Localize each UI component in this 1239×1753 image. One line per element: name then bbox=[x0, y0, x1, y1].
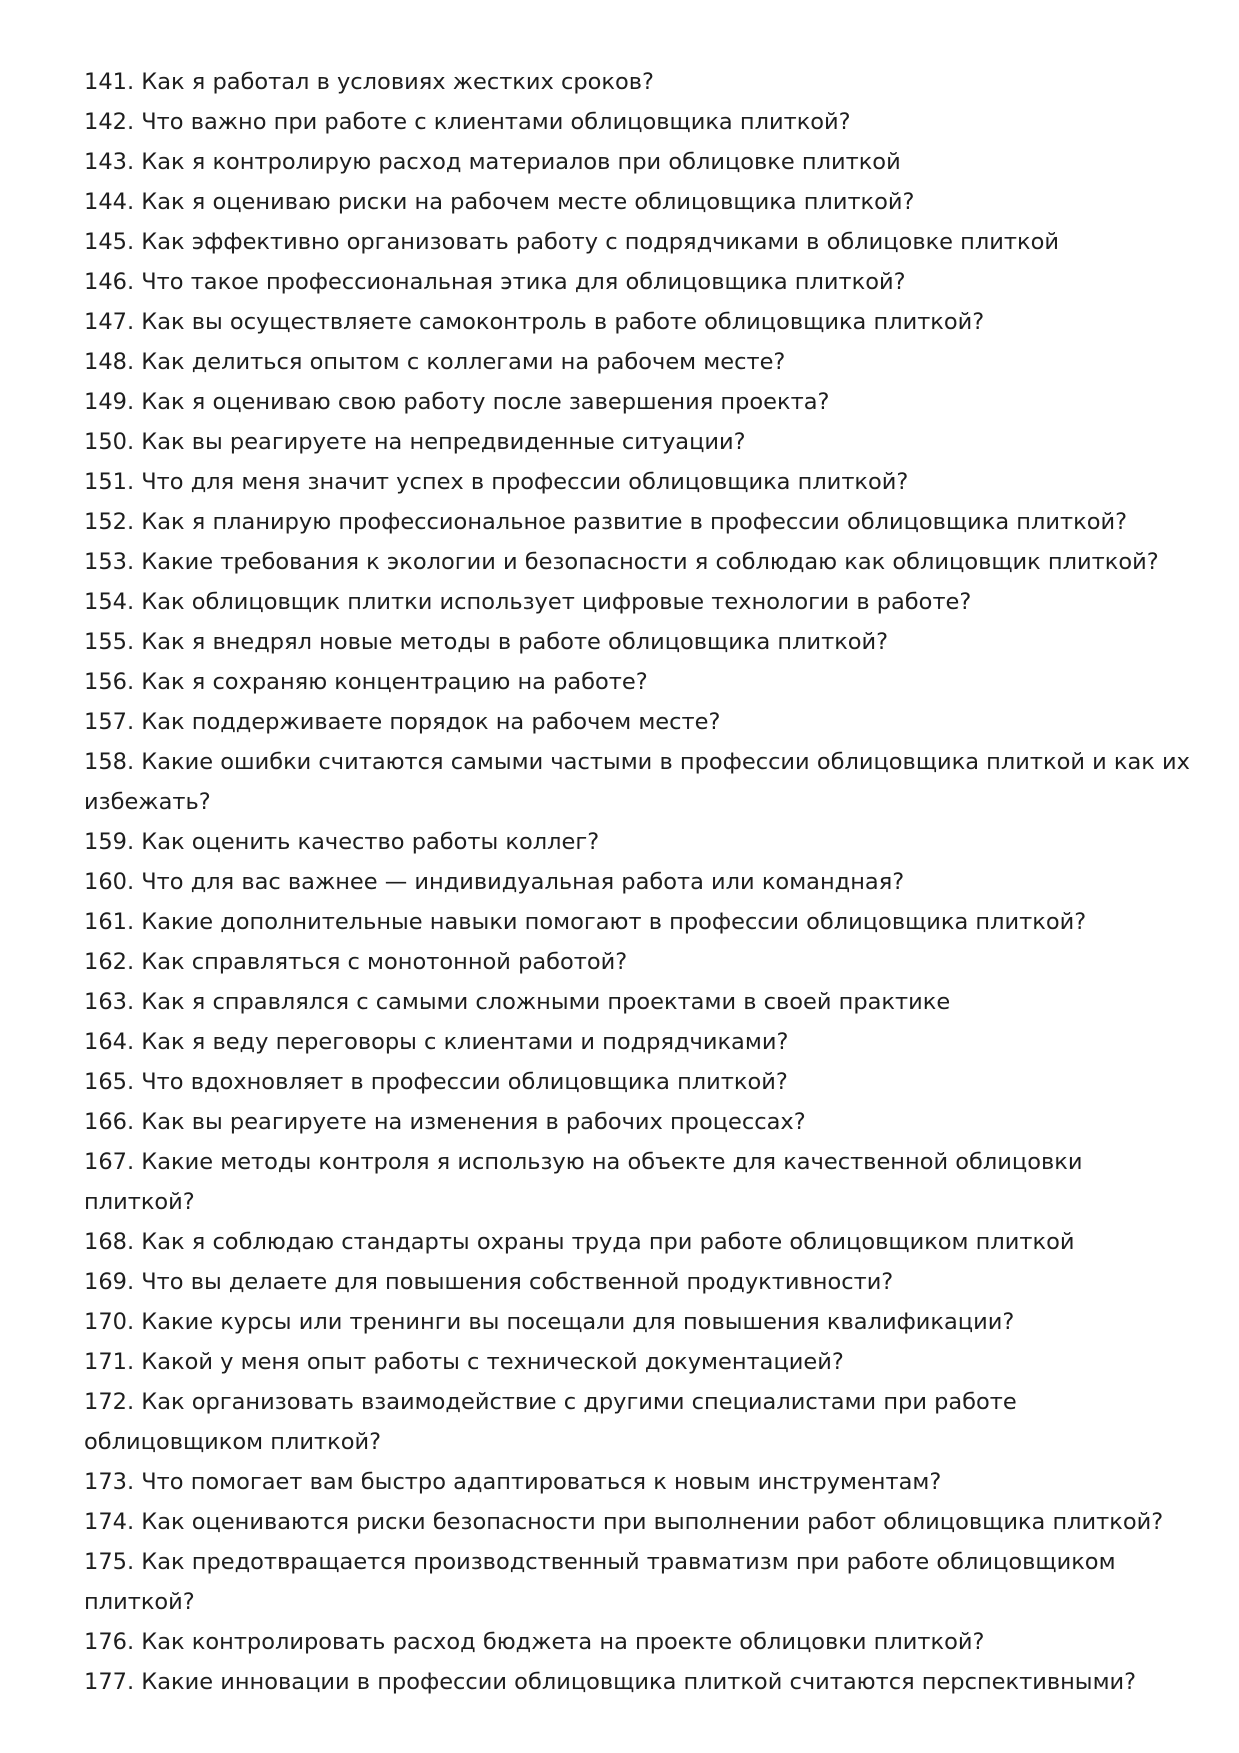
question-item: 153. Какие требования к экологии и безопасности я соблюдаю как облицовщик плиткой? bbox=[84, 549, 1159, 575]
question-item: 150. Как вы реагируете на непредвиденные ситуации? bbox=[84, 429, 746, 455]
question-item: 170. Какие курсы или тренинги вы посещали для повышения квалификации? bbox=[84, 1309, 1015, 1335]
question-list bbox=[84, 62, 1194, 1702]
question-item: 171. Какой у меня опыт работы с технической документацией? bbox=[84, 1349, 844, 1375]
question-item: 172. Как организовать взаимодействие с другими специалистами при работе облицовщиком плиткой? bbox=[84, 1389, 1017, 1455]
question-item: 147. Как вы осуществляете самоконтроль в работе облицовщика плиткой? bbox=[84, 309, 985, 335]
question-item: 164. Как я веду переговоры с клиентами и подрядчиками? bbox=[84, 1029, 789, 1055]
question-item: 142. Что важно при работе с клиентами облицовщика плиткой? bbox=[84, 109, 851, 135]
question-item: 163. Как я справлялся с самыми сложными проектами в своей практике bbox=[84, 989, 951, 1015]
question-item: 149. Как я оцениваю свою работу после завершения проекта? bbox=[84, 389, 830, 415]
question-item: 158. Какие ошибки считаются самыми частыми в профессии облицовщика плиткой и как их избежать? bbox=[84, 749, 1190, 815]
question-item: 169. Что вы делаете для повышения собственной продуктивности? bbox=[84, 1269, 894, 1295]
question-item: 143. Как я контролирую расход материалов при облицовке плиткой bbox=[84, 149, 901, 175]
question-item: 160. Что для вас важнее — индивидуальная работа или командная? bbox=[84, 869, 905, 895]
question-item: 167. Какие методы контроля я использую на объекте для качественной облицовки плиткой? bbox=[84, 1149, 1083, 1215]
question-item: 155. Как я внедрял новые методы в работе облицовщика плиткой? bbox=[84, 629, 889, 655]
question-item: 174. Как оцениваются риски безопасности при выполнении работ облицовщика плиткой? bbox=[84, 1509, 1164, 1535]
question-item: 146. Что такое профессиональная этика для облицовщика плиткой? bbox=[84, 269, 906, 295]
question-item: 166. Как вы реагируете на изменения в рабочих процессах? bbox=[84, 1109, 806, 1135]
question-item: 168. Как я соблюдаю стандарты охраны труда при работе облицовщиком плиткой bbox=[84, 1229, 1075, 1255]
question-item: 152. Как я планирую профессиональное развитие в профессии облицовщика плиткой? bbox=[84, 509, 1128, 535]
question-item: 175. Как предотвращается производственный травматизм при работе облицовщиком плиткой? bbox=[84, 1549, 1116, 1615]
question-item: 162. Как справляться с монотонной работой? bbox=[84, 949, 628, 975]
question-item: 156. Как я сохраняю концентрацию на работе? bbox=[84, 669, 648, 695]
question-item: 151. Что для меня значит успех в профессии облицовщика плиткой? bbox=[84, 469, 909, 495]
question-item: 154. Как облицовщик плитки использует цифровые технологии в работе? bbox=[84, 589, 972, 615]
question-item: 161. Какие дополнительные навыки помогают в профессии облицовщика плиткой? bbox=[84, 909, 1087, 935]
question-item: 145. Как эффективно организовать работу с подрядчиками в облицовке плиткой bbox=[84, 229, 1059, 255]
question-item: 144. Как я оцениваю риски на рабочем месте облицовщика плиткой? bbox=[84, 189, 915, 215]
question-item: 176. Как контролировать расход бюджета на проекте облицовки плиткой? bbox=[84, 1629, 985, 1655]
question-item: 173. Что помогает вам быстро адаптироваться к новым инструментам? bbox=[84, 1469, 942, 1495]
question-item: 165. Что вдохновляет в профессии облицовщика плиткой? bbox=[84, 1069, 788, 1095]
question-item: 157. Как поддерживаете порядок на рабочем месте? bbox=[84, 709, 721, 735]
question-item: 177. Какие инновации в профессии облицовщика плиткой считаются перспективными? bbox=[84, 1669, 1137, 1695]
question-item: 141. Как я работал в условиях жестких сроков? bbox=[84, 69, 654, 95]
question-item: 159. Как оценить качество работы коллег? bbox=[84, 829, 600, 855]
question-item: 148. Как делиться опытом с коллегами на рабочем месте? bbox=[84, 349, 786, 375]
